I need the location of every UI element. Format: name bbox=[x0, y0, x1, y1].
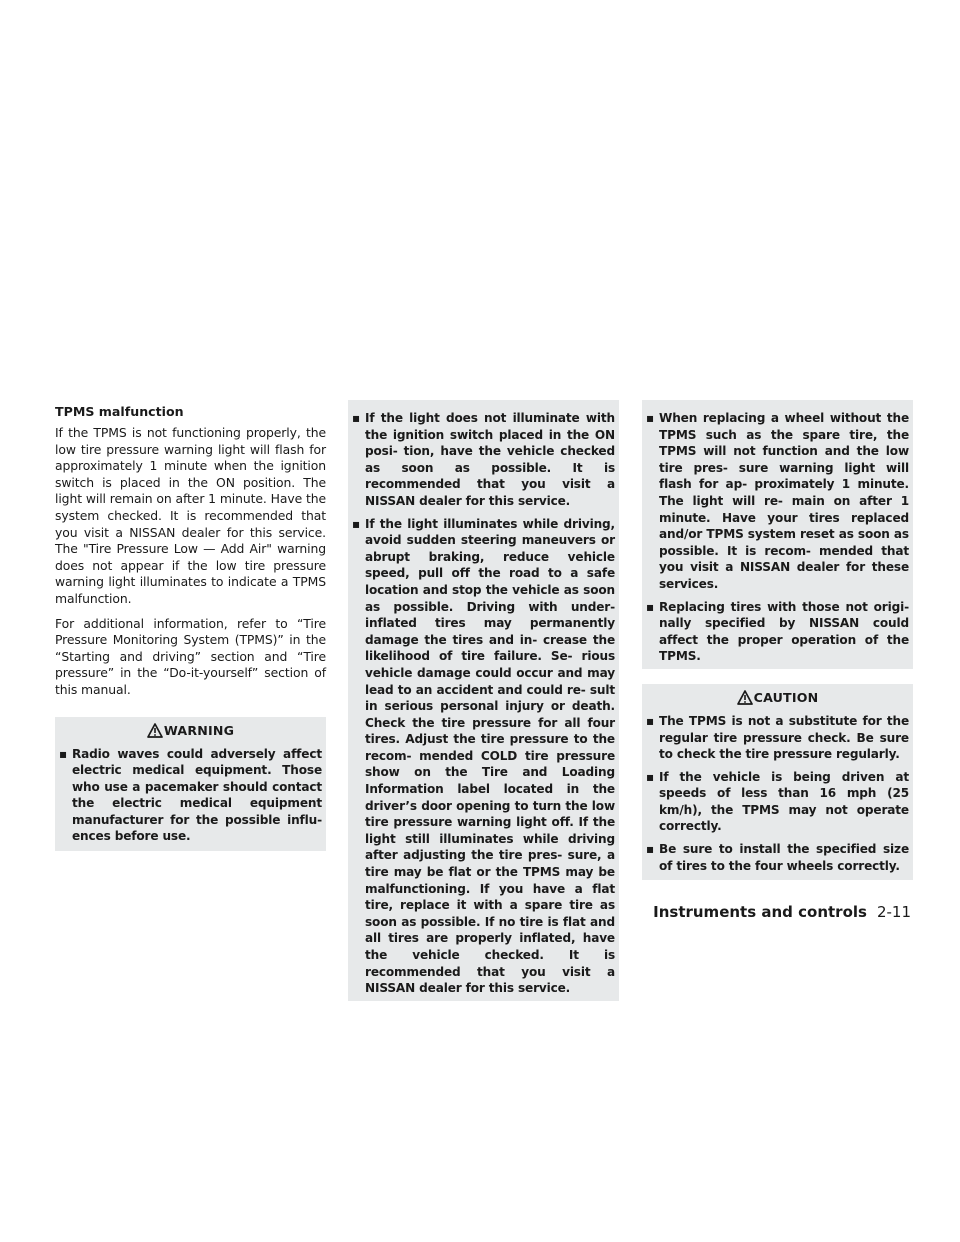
bullet-icon: ▪ bbox=[646, 713, 655, 728]
warning-item: ▪ If the light illuminates while driving, avoid sudden steering maneuvers or abrupt braking, reduce vehicle speed, pull off the road to a safe location and stop the vehicle as soon as possible. Driving with under-inflated tires may permanently damage the tires and in- crease the likelihood of tire failure. Se- rious vehicle damage could occur and may lead to an accident and could re- sult in serious personal injury or death. Check the tire pressure for all four tires. Adjust the tire pressure to the recom- mended COLD tire pressure show on the Tire and Loading Information label located in the driver’s door opening to turn the low tire pressure warning light off. If the light still illuminates while driving after adjusting the tire pres- sure, a tire may be flat or the TPMS may be malfunctioning. If you have a flat tire, replace it with a spare tire as soon as possible. If no tire is flat and all tires are properly inflated, have the vehicle checked. It is recommended that you visit a NISSAN dealer for this service. bbox=[352, 516, 615, 996]
bullet-icon: ▪ bbox=[352, 516, 361, 531]
warning-list-continued bbox=[646, 410, 909, 665]
page-footer bbox=[653, 903, 911, 921]
bullet-icon: ▪ bbox=[352, 411, 361, 425]
bullet-icon: ▪ bbox=[646, 769, 655, 784]
page-number: 2-11 bbox=[876, 903, 911, 921]
reference-paragraph: For additional information, refer to “Tire Pressure Monitoring System (TPMS)” in the “Starting and driving” section and “Tire pressure” in the “Do-it-yourself” section of this manual. bbox=[55, 615, 326, 697]
warning-title: WARNING bbox=[163, 722, 235, 738]
warning-list-continued bbox=[352, 410, 615, 997]
section-heading: TPMS malfunction bbox=[55, 404, 184, 419]
column-1 bbox=[55, 400, 326, 851]
warning-item: ▪ If the light does not illuminate with the ignition switch placed in the ON posi- tion, have the vehicle checked as soon as possible. It is recommended that you visit a NISSAN dealer for this service. bbox=[352, 411, 615, 508]
warning-box-continued bbox=[348, 400, 619, 1001]
caution-item: ▪ The TPMS is not a substitute for the regular tire pressure check. Be sure to check the tire pressure regularly. bbox=[646, 713, 909, 762]
caution-title: CAUTION bbox=[753, 689, 819, 705]
warning-box-continued bbox=[642, 400, 913, 669]
caution-item: ▪ Be sure to install the specified size of tires to the four wheels correctly. bbox=[646, 842, 909, 873]
warning-item: ▪ Radio waves could adversely affect electric medical equipment. Those who use a pacemaker should contact the electric medical equipment manufacturer for the possible influ- ences before use. bbox=[59, 746, 322, 844]
warning-triangle-icon bbox=[737, 690, 753, 705]
warning-item: ▪ Replacing tires with those not origi- nally specified by NISSAN could affect the proper operation of the TPMS. bbox=[646, 599, 909, 664]
column-3 bbox=[642, 400, 913, 880]
bullet-icon: ▪ bbox=[646, 599, 655, 614]
caution-item: ▪ If the vehicle is being driven at speeds of less than 16 mph (25 km/h), the TPMS may not operate correctly. bbox=[646, 769, 909, 834]
warning-item: ▪ When replacing a wheel without the TPMS such as the spare tire, the TPMS will not function and the low tire pres- sure warning light will flash for ap- proximately 1 minute. The light will re- main on after 1 minute. Have your tires replaced and/or TPMS system reset as soon as possible. It is recom- mended that you visit a NISSAN dealer for these services. bbox=[646, 411, 909, 591]
warning-header bbox=[59, 721, 322, 746]
column-2 bbox=[348, 400, 619, 1001]
caution-list bbox=[646, 713, 909, 874]
bullet-icon: ▪ bbox=[646, 842, 655, 857]
warning-triangle-icon bbox=[147, 723, 163, 738]
caution-box bbox=[642, 684, 913, 880]
warning-list bbox=[59, 746, 322, 846]
caution-header bbox=[646, 688, 909, 713]
footer-section-title: Instruments and controls bbox=[653, 903, 867, 921]
warning-box bbox=[55, 717, 326, 852]
bullet-icon: ▪ bbox=[646, 411, 655, 425]
bullet-icon: ▪ bbox=[59, 746, 68, 761]
intro-paragraph: If the TPMS is not functioning properly, the low tire pressure warning light will flash for approximately 1 minute when the ignition switch is placed in the ON position. The light will remain on after 1 minute. Have the system checked. It is recommended that you visit a NISSAN dealer for this service. The "Tire Pressure Low — Add Air" warning does not appear if the low tire pressure warning light illuminates to indicate a TPMS malfunction. bbox=[55, 425, 326, 606]
